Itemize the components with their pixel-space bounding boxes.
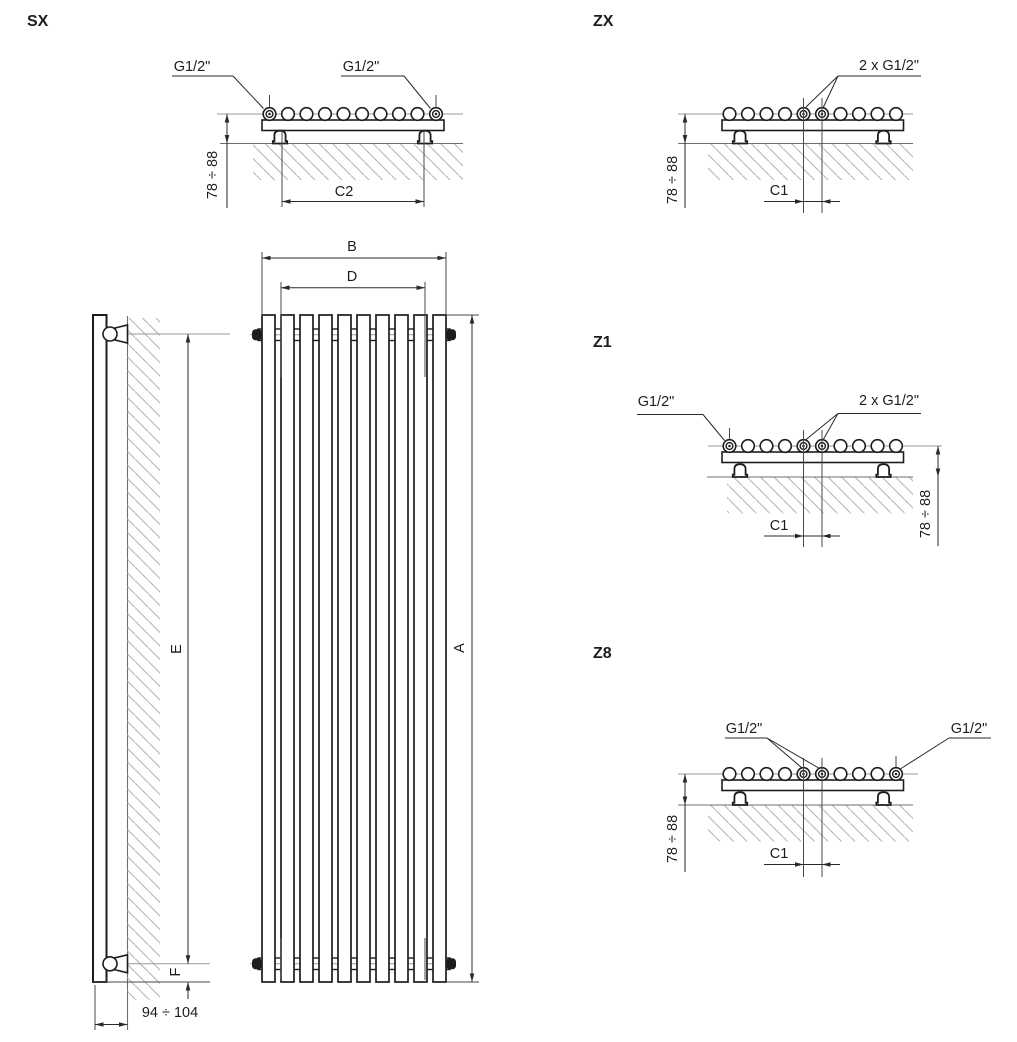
tube-section <box>871 768 884 781</box>
tube-section <box>319 108 332 121</box>
zx-title: ZX <box>593 13 614 30</box>
tube-section <box>742 440 755 453</box>
top-collector-right-cap <box>446 329 456 340</box>
zx-wall-distance-label: 78 ÷ 88 <box>665 155 681 205</box>
zx-collector-top-view <box>722 120 904 131</box>
sx-wall-hatch <box>253 144 463 180</box>
tube-section <box>742 768 755 781</box>
top-bracket-pipe <box>103 327 117 341</box>
width-label: B <box>347 239 357 255</box>
z1-section <box>593 334 942 547</box>
z8-conn-center-leader-2 <box>767 738 820 769</box>
tube-section <box>834 108 847 121</box>
tube-section <box>760 440 773 453</box>
tube-section <box>374 108 387 121</box>
bottom-collector-left-cap <box>252 958 262 969</box>
depth-label: 94 ÷ 104 <box>141 1005 199 1021</box>
zx-wall-hatch <box>708 144 913 180</box>
tube-section <box>742 108 755 121</box>
tube-section <box>356 108 369 121</box>
z1-spacing-label: C1 <box>769 518 789 534</box>
z8-conn-center-label: G1/2" <box>725 721 763 737</box>
vertical-tube <box>433 315 446 982</box>
z1-conn-center-label: 2 x G1/2" <box>859 393 919 409</box>
z8-conn-right-leader <box>900 738 950 770</box>
vertical-tube <box>414 315 427 982</box>
vertical-tube <box>281 315 294 982</box>
connection-fitting <box>723 440 736 453</box>
radiator-side-profile <box>93 315 107 982</box>
sx-section <box>27 13 463 208</box>
sx-collector-top-view <box>262 120 444 131</box>
tube-section <box>779 768 792 781</box>
z8-wall-hatch <box>708 806 913 842</box>
tube-section <box>871 108 884 121</box>
mounting-foot <box>733 131 747 144</box>
mounting-foot <box>733 792 747 805</box>
vertical-tubes <box>262 315 446 982</box>
z1-feet <box>733 464 891 477</box>
sx-spacing-label: C2 <box>334 184 354 200</box>
connection-fitting <box>263 108 276 121</box>
tube-section <box>760 108 773 121</box>
vertical-tube <box>357 315 370 982</box>
tube-section <box>779 440 792 453</box>
bracket-height-label: E <box>169 644 185 654</box>
zx-spacing-label: C1 <box>769 183 789 199</box>
tube-section <box>834 768 847 781</box>
zx-feet <box>733 131 891 144</box>
zx-conn-leader-2 <box>823 76 838 108</box>
z8-title: Z8 <box>593 645 612 662</box>
tube-section <box>760 768 773 781</box>
tube-section <box>282 108 295 121</box>
z8-section <box>593 645 991 877</box>
vertical-tube <box>376 315 389 982</box>
z8-conn-center-leader-1 <box>767 738 802 768</box>
z1-collector-top-view <box>722 452 904 463</box>
sx-conn-right-label: G1/2" <box>342 59 380 75</box>
height-label: A <box>452 643 468 653</box>
z1-wall-distance-label: 78 ÷ 88 <box>918 489 934 539</box>
tube-section <box>834 440 847 453</box>
mounting-foot <box>876 131 890 144</box>
sx-wall-distance-label: 78 ÷ 88 <box>205 150 221 200</box>
connection-fitting <box>430 108 443 121</box>
tube-section <box>300 108 313 121</box>
mounting-foot <box>418 131 432 144</box>
vertical-tube <box>262 315 275 982</box>
sx-conn-right-leader <box>404 76 431 109</box>
z8-conn-right-label: G1/2" <box>950 721 988 737</box>
z1-conn-center-leader-2 <box>823 414 838 441</box>
top-collector-left-cap <box>252 329 262 340</box>
tube-section <box>853 108 866 121</box>
tube-section <box>723 768 736 781</box>
vertical-tube <box>300 315 313 982</box>
tube-section <box>890 440 903 453</box>
tube-section <box>337 108 350 121</box>
tube-section <box>853 440 866 453</box>
tube-section <box>853 768 866 781</box>
mounting-foot <box>733 464 747 477</box>
tube-section <box>890 108 903 121</box>
mounting-foot <box>273 131 287 144</box>
z8-wall-distance-label: 78 ÷ 88 <box>665 814 681 864</box>
sx-conn-left-label: G1/2" <box>173 59 211 75</box>
front-view <box>250 239 479 982</box>
vertical-tube <box>338 315 351 982</box>
zx-conn-center-label: 2 x G1/2" <box>859 58 919 74</box>
z1-title: Z1 <box>593 334 612 351</box>
tube-section <box>779 108 792 121</box>
z8-spacing-label: C1 <box>769 846 789 862</box>
tube-section <box>871 440 884 453</box>
bottom-offset-label: F <box>168 967 184 977</box>
sx-title: SX <box>27 13 49 30</box>
vertical-tube <box>395 315 408 982</box>
z1-wall-hatch <box>727 478 913 514</box>
bracket-spacing-label: D <box>346 269 358 285</box>
z8-feet <box>733 792 891 805</box>
mounting-foot <box>876 464 890 477</box>
tube-section <box>723 108 736 121</box>
mounting-foot <box>876 792 890 805</box>
tube-section <box>411 108 424 121</box>
vertical-tube <box>319 315 332 982</box>
tube-section <box>393 108 406 121</box>
z1-conn-left-leader <box>703 415 725 441</box>
z1-conn-left-label: G1/2" <box>637 394 675 410</box>
bottom-collector-right-cap <box>446 958 456 969</box>
z8-collector-top-view <box>722 780 904 791</box>
side-view <box>93 315 230 1030</box>
sx-conn-left-leader <box>233 76 264 109</box>
zx-section <box>593 13 921 213</box>
bottom-bracket-pipe <box>103 957 117 971</box>
connection-fitting <box>890 768 903 781</box>
side-wall-hatch <box>128 318 161 1000</box>
sx-feet <box>273 131 432 144</box>
